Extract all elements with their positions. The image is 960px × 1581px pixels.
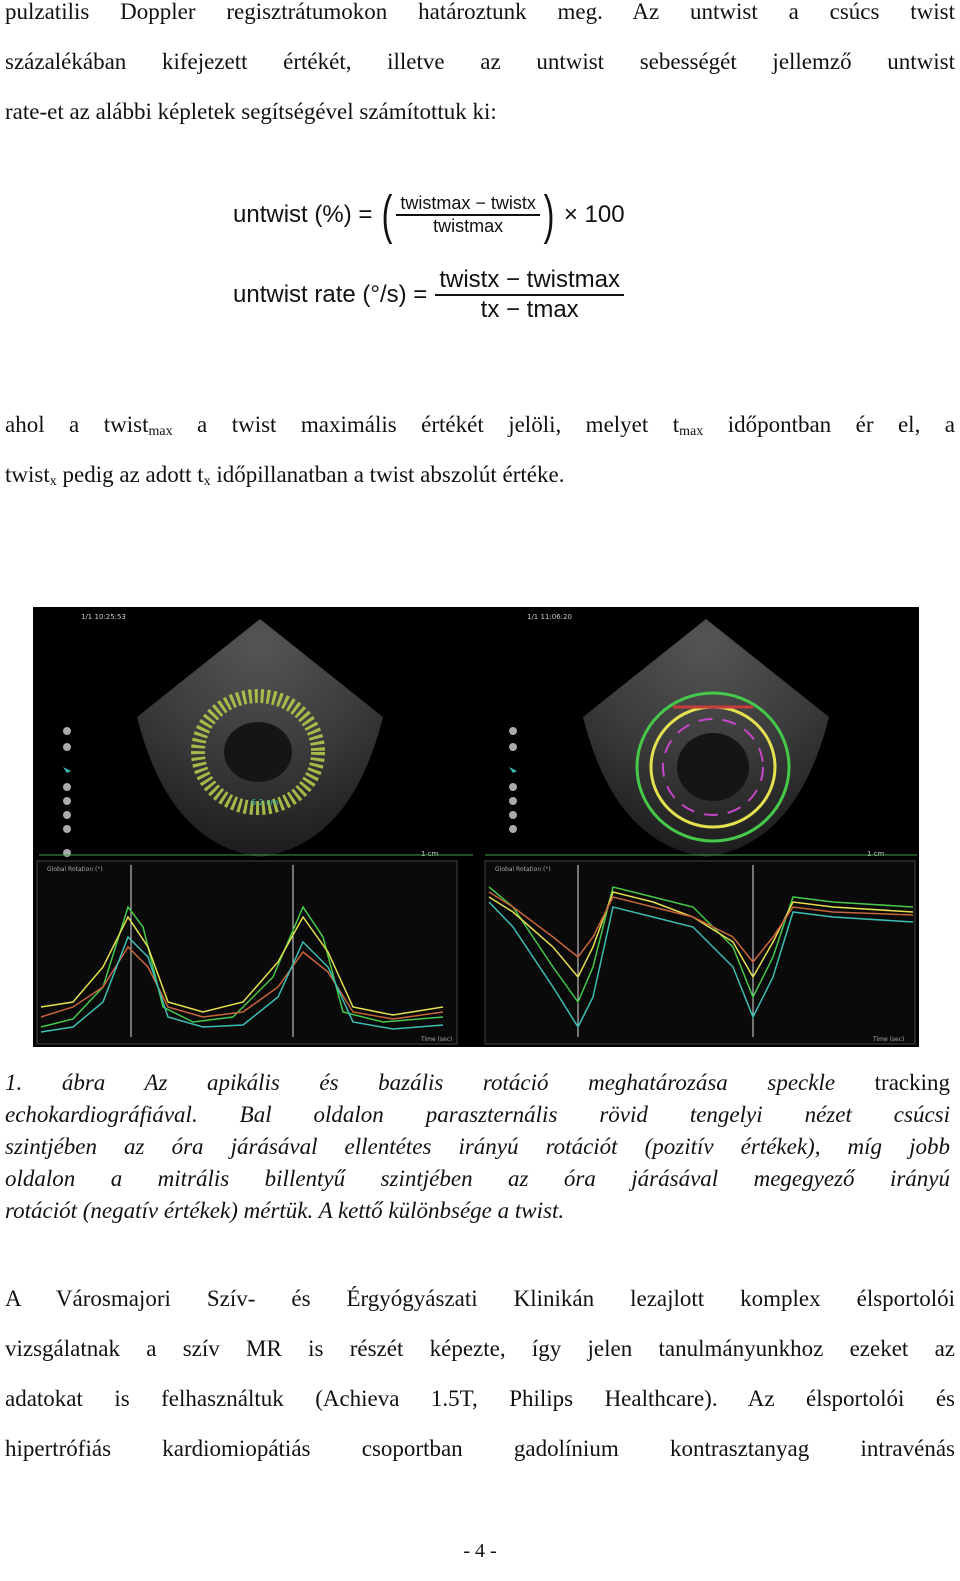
- left-paren: (: [381, 185, 393, 245]
- page-number: - 4 -: [463, 1540, 497, 1562]
- formula-1-denominator: twistmax: [433, 216, 504, 236]
- intro-paragraph: [5, 0, 955, 137]
- definition-text: a twist maximális értékét jelöli, melyet t: [172, 412, 680, 437]
- echocardiography-figure: [33, 607, 919, 1047]
- right-rotation-plot: [485, 861, 915, 1044]
- sun-icon[interactable]: [63, 727, 71, 735]
- left-ventricle-cavity: [224, 722, 292, 782]
- definition-line-2: [5, 450, 955, 500]
- magnify-icon[interactable]: [63, 811, 71, 819]
- left-axis-label: Time (sec): [421, 1036, 453, 1043]
- caption-line-2: echokardiográfiával. Bal oldalon paraszternális rövid tengelyi nézet csúcsi: [5, 1102, 950, 1127]
- definition-line-1: [5, 400, 955, 450]
- settings-icon[interactable]: [63, 849, 71, 857]
- zoom-in-icon[interactable]: [63, 783, 71, 791]
- subscript-x: x: [49, 474, 57, 489]
- definition-text: időpillanatban a twist abszolút értéke.: [210, 462, 565, 487]
- intro-line-1: pulzatilis Doppler regisztrátumokon határoztunk meg. Az untwist a csúcs twist: [5, 0, 955, 24]
- right-axis-label: Time (sec): [873, 1036, 905, 1043]
- body-line-4: hipertrófiás kardiomiopátiás csoportban gadolínium kontrasztanyag intravénás: [5, 1436, 955, 1461]
- right-echo-panel: [485, 613, 917, 858]
- definition-text: időpontban ér el, a: [703, 412, 955, 437]
- definition-text: ahol a twist: [5, 412, 149, 437]
- caption-line-1: [5, 1067, 950, 1099]
- cursor-icon[interactable]: [63, 767, 71, 773]
- left-timestamp: 1/1 10:25:53: [81, 613, 126, 621]
- caption-text: tracking: [835, 1070, 950, 1095]
- zoom-out-icon[interactable]: [63, 797, 71, 805]
- left-scale: 1 cm: [421, 850, 439, 858]
- contrast-icon[interactable]: [63, 743, 71, 751]
- cursor-icon[interactable]: [509, 767, 517, 773]
- intro-line-2: százalékában kifejezett értékét, illetve az untwist sebességét jellemző untwist: [5, 49, 955, 74]
- caption-text: 1. ábra Az apikális és bazális rotáció meghatározása speckle: [5, 1070, 836, 1095]
- formula-2-lhs: untwist rate (°/s) =: [233, 281, 428, 308]
- left-toolbar: [63, 727, 71, 857]
- body-line-3: adatokat is felhasználtuk (Achieva 1.5T, Philips Healthcare). Az élsportolói és: [5, 1386, 955, 1411]
- formula-1-lhs: untwist (%) =: [233, 201, 373, 228]
- definition-text: twist: [5, 462, 50, 487]
- formula-2-fraction: [435, 266, 624, 324]
- caption-line-5: rotációt (negatív értékek) mértük. A kettő különbsége a twist.: [5, 1198, 565, 1223]
- formula-1-fraction: [396, 193, 540, 237]
- definition-paragraph: [5, 400, 955, 500]
- magnify-icon[interactable]: [509, 811, 517, 819]
- untwist-percent-formula: [233, 185, 625, 245]
- right-plot-frame: [485, 861, 915, 1044]
- right-toolbar: [509, 727, 517, 833]
- right-paren: ): [543, 185, 555, 245]
- left-measure: 6.2 cm: [251, 798, 279, 807]
- sun-icon[interactable]: [509, 727, 517, 735]
- right-ventricle-cavity: [677, 733, 749, 801]
- left-echo-panel: [39, 613, 473, 858]
- right-scale: 1 cm: [867, 850, 885, 858]
- right-plot-title: Global Rotation (°): [495, 866, 551, 873]
- untwist-rate-formula: [233, 266, 624, 324]
- definition-text: pedig az adott t: [56, 462, 204, 487]
- body-paragraph: [5, 1274, 955, 1474]
- left-plot-title: Global Rotation (°): [47, 866, 103, 873]
- subscript-max: max: [679, 424, 704, 439]
- right-timestamp: 1/1 11:06:20: [527, 613, 572, 621]
- contrast-icon[interactable]: [509, 743, 517, 751]
- zoom-out-icon[interactable]: [509, 797, 517, 805]
- tool-icon[interactable]: [63, 825, 71, 833]
- zoom-in-icon[interactable]: [509, 783, 517, 791]
- subscript-max: max: [148, 424, 173, 439]
- caption-line-3: szintjében az óra járásával ellentétes irányú rotációt (pozitív értékek), míg jobb: [5, 1134, 950, 1159]
- body-line-1: A Városmajori Szív- és Érgyógyászati Klinikán lezajlott komplex élsportolói: [5, 1286, 955, 1311]
- formula-1-numerator: twistmax − twistx: [400, 193, 536, 213]
- intro-line-3: rate-et az alábbi képletek segítségével számítottuk ki:: [5, 99, 497, 124]
- formula-2-numerator: twistx − twistmax: [439, 266, 621, 293]
- subscript-x: x: [203, 474, 211, 489]
- left-rotation-plot: [37, 861, 457, 1044]
- untwist-formulas: [233, 185, 733, 348]
- figure-caption: [5, 1067, 950, 1227]
- caption-line-4: oldalon a mitrális billentyű szintjében az óra járásával megegyező irányú: [5, 1166, 950, 1191]
- formula-1-multiplier: × 100: [563, 201, 625, 228]
- formula-2-denominator: tx − tmax: [480, 296, 579, 323]
- body-line-2: vizsgálatnak a szív MR is részét képezte, így jelen tanulmányunkhoz ezeket az: [5, 1336, 955, 1361]
- tool-icon[interactable]: [509, 825, 517, 833]
- left-plot-frame: [37, 861, 457, 1044]
